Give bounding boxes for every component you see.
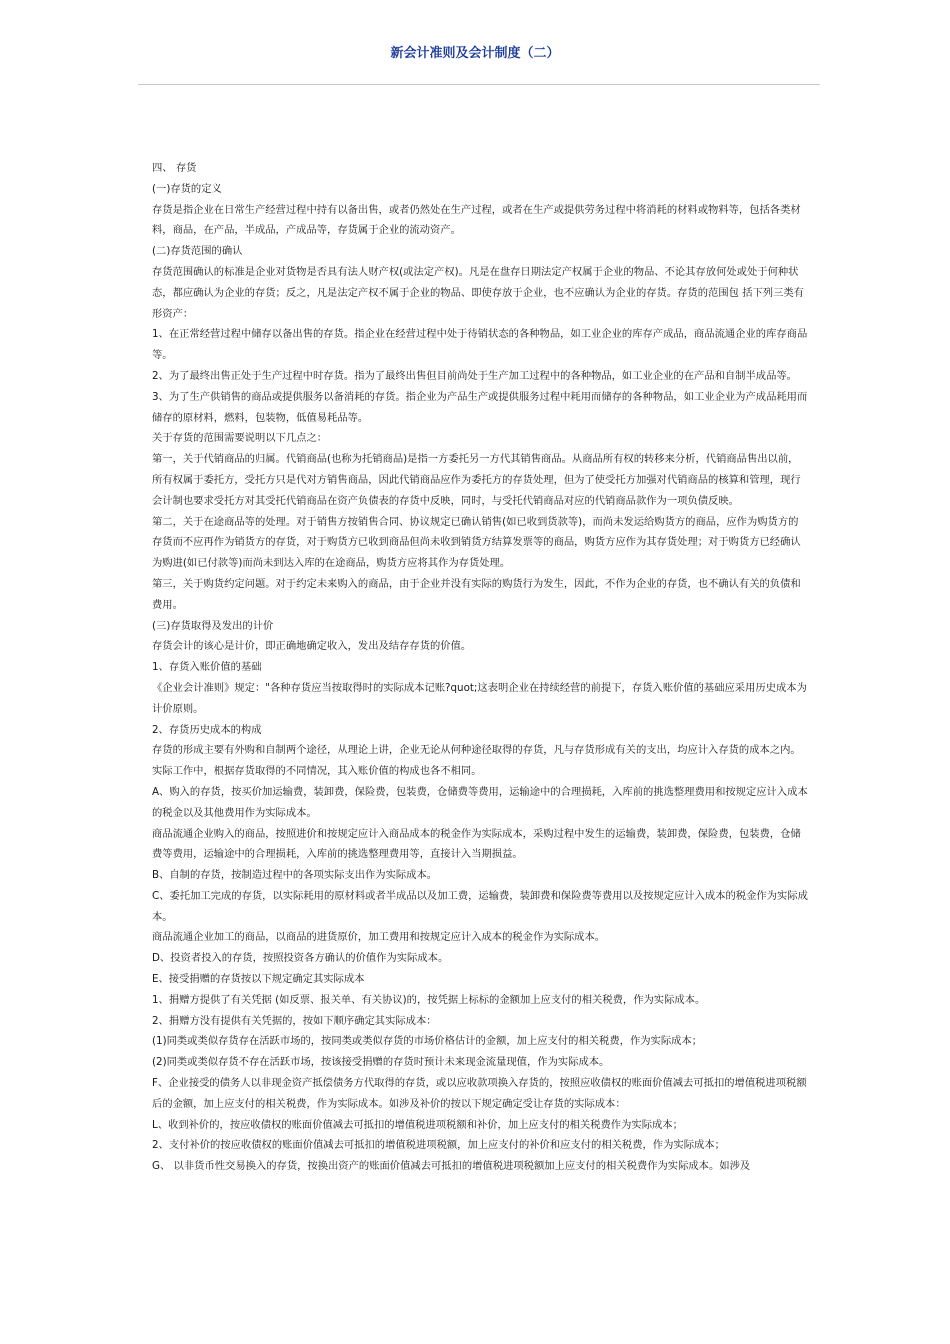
section-heading-inventory: 四、 存货 [152, 162, 197, 174]
list-item: 2、支付补价的按应收债权的账面价值减去可抵扣的增值税进项税额，加上应支付的补价和应支付的相关税费，作为实际成本； [152, 1139, 725, 1152]
list-item: (2)同类或类似存货不存在活跃市场，按该接受捐赠的存货时预计未来现金流量现值，作为实际成本。 [152, 1056, 610, 1069]
body-paragraph: 存货是指企业在日常生产经营过程中持有以备出售，或者仍然处在生产过程，或者在生产或提供劳务过程中将消耗的材料或物料等，包括各类材料，商品，在产品，半成品，产成品等，存货属于企业的流动资产。 [152, 203, 801, 237]
list-item: 2、捐赠方没有提供有关凭据的，按如下顺序确定其实际成本： [152, 1014, 437, 1027]
body-paragraph: 商品流通企业购入的商品，按照进价和按规定应计入商品成本的税金作为实际成本，采购过程中发生的运输费，装卸费，保险费，包装费，仓储费等费用，运输途中的合理损耗，入库前的挑选整理费用等，直接计入当期损益。 [152, 827, 801, 861]
body-paragraph: 关于存货的范围需要说明以下几点之： [152, 432, 328, 445]
list-item: E、接受捐赠的存货按以下规定确定其实际成本 [152, 973, 365, 986]
list-item: 2、为了最终出售正处于生产过程中时存货。指为了最终出售但目前尚处于生产加工过程中的各种物品，如工业企业的在产品和自制半成品等。 [152, 369, 797, 382]
subsection-heading: (二)存货范围的确认 [152, 245, 243, 258]
list-item: L、收到补价的，按应收债权的账面价值减去可抵扣的增值税进项税额和补价，加上应支付的相关税费作为实际成本； [152, 1118, 683, 1131]
body-paragraph: 第二，关于在途商品等的处理。对于销售方按销售合同、协议规定已确认销售(如已收到货款等)，而尚未发运给购货方的商品，应作为购货方的存货而不应再作为销货方的存货，对于购货方已收到商品但尚未收到销货方结算发票等的商品，购货方应作为其存货处理；对于购货方已经确认为购进(如已付款等)而尚未到达入库的在途商品，购货方应将其作为存货处理。 [152, 515, 801, 570]
body-paragraph: 第一，关于代销商品的归属。代销商品(也称为托销商品)是指一方委托另一方代其销售商品。从商品所有权的转移来分析，代销商品售出以前，所有权属于委托方，受托方只是代对方销售商品，因此代销商品应作为委托方的存货处理，但为了使受托方加强对代销商品的核算和管理，现行会计制也要求受托方对其受托代销商品在资产负债表的存货中反映，同时，与受托代销商品对应的代销商品款作为一项负债反映。 [152, 453, 801, 507]
list-item: (1)同类或类似存货存在活跃市场的，按同类或类似存货的市场价格估计的金额，加上应支付的相关税费，作为实际成本； [152, 1035, 703, 1048]
list-item: G、 以非货币性交易换入的存货，按换出资产的账面价值减去可抵扣的增值税进项税额加上应支付的相关税费作为实际成本。如涉及 [152, 1160, 751, 1173]
list-item: 3、为了生产供销售的商品或提供服务以备消耗的存货。指企业为产品生产或提供服务过程中耗用而储存的各种物品，如工业企业为产成品耗用而储存的原材料，燃料，包装物，低值易耗品等。 [152, 390, 808, 424]
list-item: 1、在正常经营过程中储存以备出售的存货。指企业在经营过程中处于待销状态的各种物品，如工业企业的库存产成品，商品流通企业的库存商品等。 [152, 328, 808, 362]
list-item: B、自制的存货，按制造过程中的各项实际支出作为实际成本。 [152, 869, 438, 882]
header-divider [138, 84, 820, 85]
body-paragraph: 存货的形成主要有外购和自制两个途径，从理论上讲，企业无论从何种途径取得的存货，凡与存货形成有关的支出，均应计入存货的成本之内。实际工作中，根据存货取得的不同情况，其入账价值的构成也各不相同。 [152, 744, 801, 778]
document-body [152, 158, 808, 1177]
list-item: F、企业接受的债务人以非现金资产抵偿债务方代取得的存货，或以应收款项换入存货的，按照应收债权的账面价值减去可抵扣的增值税进项税额后的金额，加上应支付的相关税费，作为实际成本。如涉及补价的按以下规定确定受让存货的实际成本： [152, 1077, 807, 1110]
list-item: 1、捐赠方提供了有关凭据 (如反票、报关单、有关协议)的，按凭据上标标的金额加上应支付的相关税费，作为实际成本。 [152, 993, 706, 1006]
document-title: 新会计准则及会计制度（二） [390, 46, 560, 61]
subsection-heading: (一)存货的定义 [152, 182, 222, 195]
list-item: 1、存货入账价值的基础 [152, 661, 262, 674]
list-item: C、委托加工完成的存货，以实际耗用的原材料或者半成品以及加工费，运输费，装卸费和保险费等费用以及按规定应计入成本的税金作为实际成本。 [152, 889, 808, 923]
list-item: 2、存货历史成本的构成 [152, 723, 262, 736]
body-paragraph: 商品流通企业加工的商品，以商品的进货原价，加工费用和按规定应计入成本的税金作为实际成本。 [152, 931, 606, 944]
list-item: D、投资者投入的存货，按照投资各方确认的价值作为实际成本。 [152, 952, 449, 965]
subsection-heading: (三)存货取得及发出的计价 [152, 619, 274, 632]
list-item: A、购入的存货，按买价加运输费，装卸费，保险费，包装费，仓储费等费用，运输途中的合理损耗，入库前的挑选整理费用和按规定应计入成本的税金以及其他费用作为实际成本。 [152, 785, 808, 819]
body-paragraph: 《企业会计准则》规定："各种存货应当按取得时的实际成本记账?quot;这表明企业在持续经营的前提下，存货入账价值的基础应采用历史成本为计价原则。 [152, 681, 807, 715]
body-paragraph: 存货会计的该心是计价，即正确地确定收入，发出及结存存货的价值。 [152, 640, 472, 653]
body-paragraph: 第三，关于购货约定问题。对于约定未来购入的商品，由于企业并没有实际的购货行为发生，因此，不作为企业的存货，也不确认有关的负债和费用。 [152, 577, 801, 611]
body-paragraph: 存货范围确认的标准是企业对货物是否具有法人财产权(或法定产权)。凡是在盘存日期法定产权属于企业的物品、不论其存放何处或处于何种状态，都应确认为企业的存货；反之，凡是法定产权不属于企业的物品、即使存放于企业，也不应确认为企业的存货。存货的范围包 括下列三类有形资产： [152, 265, 804, 320]
